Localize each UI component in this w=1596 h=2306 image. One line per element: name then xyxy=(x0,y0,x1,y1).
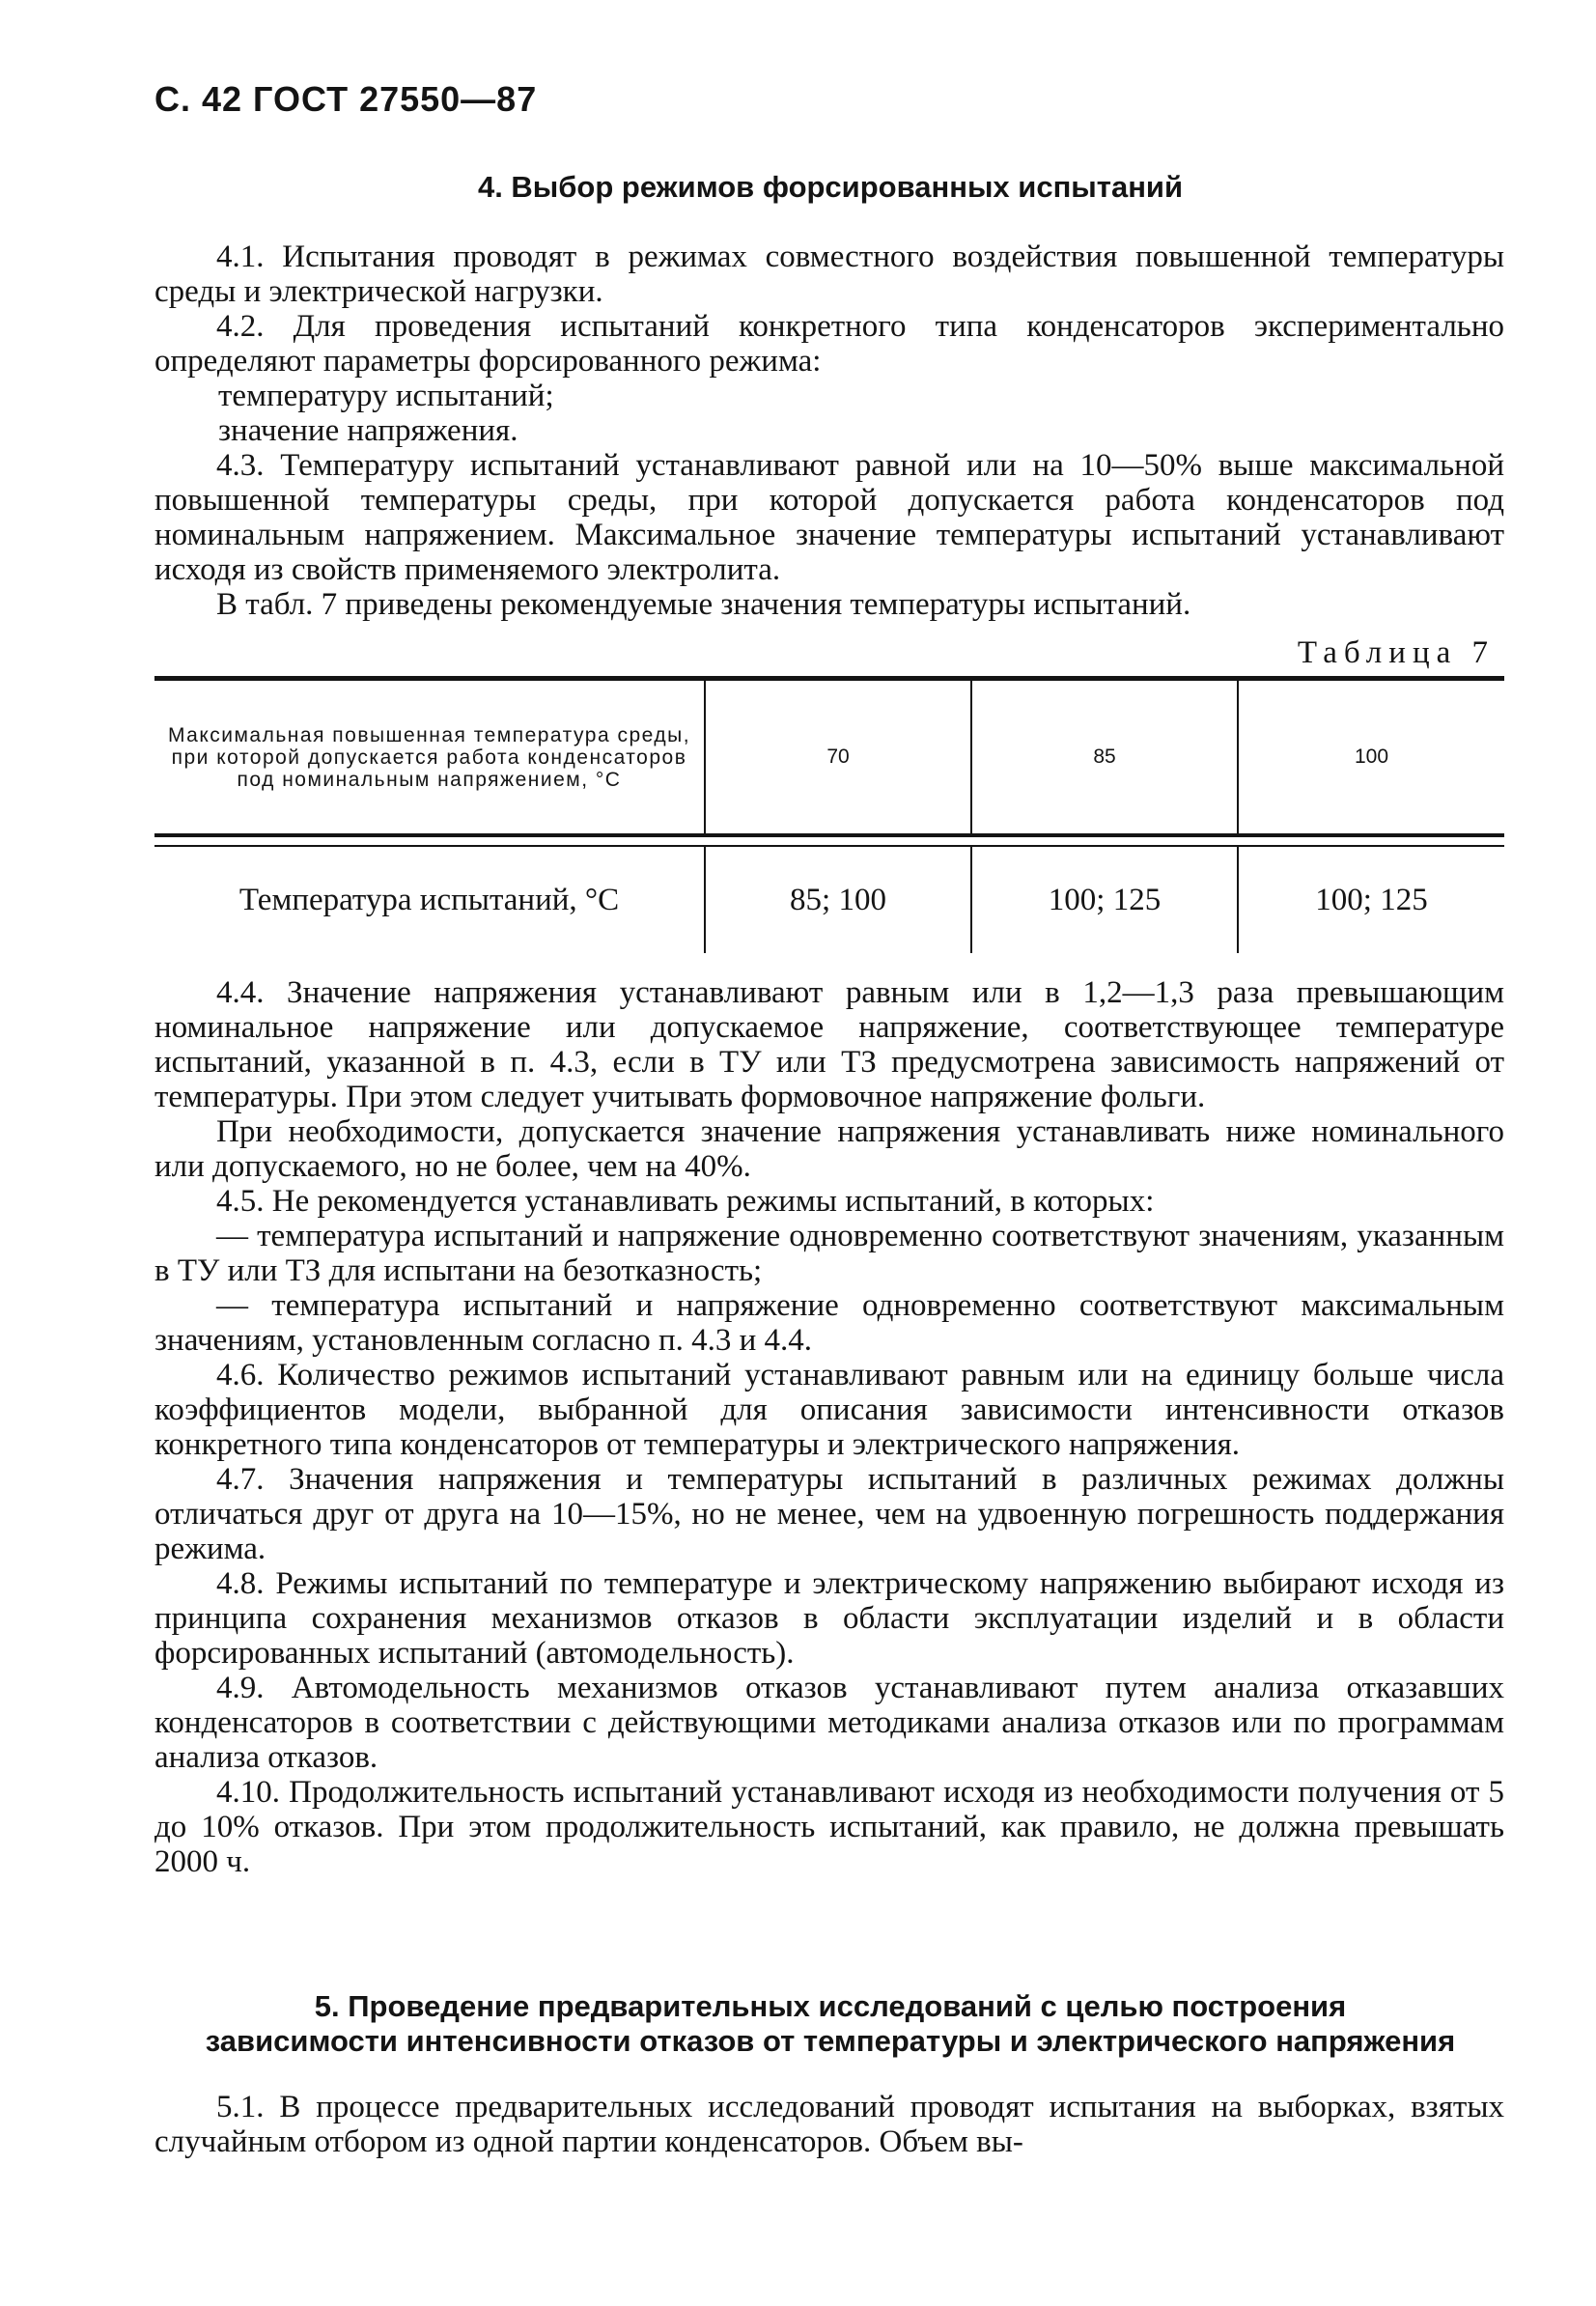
paragraph-4-4-note: При необходимости, допускается значение напряжения устанавливать ниже номинального или допускаемого, но не более, чем на 40%. xyxy=(154,1114,1504,1184)
page-header: С. 42 ГОСТ 27550—87 xyxy=(154,79,538,119)
paragraph-4-8: 4.8. Режимы испытаний по температуре и электрическому напряжению выбирают исходя из принципа сохранения механизмов отказов в области эксплуатации изделий и в области форсированных испытаний (автомодельность). xyxy=(154,1566,1504,1671)
table-caption: Таблица 7 xyxy=(1297,635,1495,670)
paragraph-4-4: 4.4. Значение напряжения устанавливают равным или в 1,2—1,3 раза превышающим номинальное напряжение или допускаемое напряжение, соответствующее температуре испытаний, указанной в п. 4.3, если в ТУ или ТЗ предусмотрена зависимость напряжений от температуры. При этом следует учитывать формовочное напряжение фольги. xyxy=(154,975,1504,1114)
section-4-continued xyxy=(154,975,1504,1879)
list-item-dash: — температура испытаний и напряжение одновременно соответствуют максимальным значениям, установленным согласно п. 4.3 и 4.4. xyxy=(154,1288,1504,1358)
paragraph-5-1: 5.1. В процессе предварительных исследований проводят испытания на выборках, взятых случайным отбором из одной партии конденсаторов. Объем вы- xyxy=(154,2090,1504,2159)
table-header-rule xyxy=(154,835,1504,846)
paragraph-4-6: 4.6. Количество режимов испытаний устанавливают равным или на единицу больше числа коэффициентов модели, выбранной для описания зависимости интенсивности отказов конкретного типа конденсаторов от температуры и электрического напряжения. xyxy=(154,1358,1504,1462)
table-header-label: Максимальная повышенная температура среды, при которой допускается работа конденсаторов под номинальным напряжением, °C xyxy=(167,723,691,791)
section-5-heading-line1: 5. Проведение предварительных исследований с целью построения xyxy=(314,1989,1347,2023)
table-7 xyxy=(154,676,1504,953)
paragraph-4-10: 4.10. Продолжительность испытаний устанавливают исходя из необходимости получения от 5 до 10% отказов. При этом продолжительность испытаний, как правило, не должна превышать 2000 ч. xyxy=(154,1775,1504,1879)
paragraph-4-1: 4.1. Испытания проводят в режимах совместного воздействия повышенной температуры среды и электрической нагрузки. xyxy=(154,239,1504,309)
section-5-text xyxy=(154,2090,1504,2159)
section-4-heading: 4. Выбор режимов форсированных испытаний xyxy=(477,170,1184,204)
section-5-heading xyxy=(154,1989,1506,2059)
list-item-dash: — температура испытаний и напряжение одновременно соответствуют значениям, указанным в ТУ или ТЗ для испытани на безотказность; xyxy=(154,1219,1504,1288)
table-cell: 100; 125 xyxy=(1238,846,1504,953)
table-header-row xyxy=(154,681,1504,835)
table-row-label: Температура испытаний, °C xyxy=(238,882,620,917)
table-header-cell: 100 xyxy=(1238,681,1504,835)
paragraph-4-3: 4.3. Температуру испытаний устанавливают равной или на 10—50% выше максимальной повышенной температуры среды, при которой допускается работа конденсаторов под номинальным напряжением. Максимальное значение температуры испытаний устанавливают исходя из свойств применяемого электролита. xyxy=(154,448,1504,587)
section-4-text xyxy=(154,239,1504,622)
section-5-heading-line2: зависимости интенсивности отказов от температуры и электрического напряжения xyxy=(205,2024,1456,2058)
table-cell: 100; 125 xyxy=(971,846,1238,953)
paragraph-table-ref: В табл. 7 приведены рекомендуемые значения температуры испытаний. xyxy=(216,587,1191,622)
paragraph-4-5: 4.5. Не рекомендуется устанавливать режимы испытаний, в которых: xyxy=(216,1184,1155,1219)
table-header-cell: 70 xyxy=(705,681,971,835)
table-cell: 85; 100 xyxy=(705,846,971,953)
list-item-voltage: значение напряжения. xyxy=(218,413,518,448)
paragraph-4-7: 4.7. Значения напряжения и температуры испытаний в различных режимах должны отличаться друг от друга на 10—15%, но не менее, чем на удвоенную погрешность поддержания режима. xyxy=(154,1462,1504,1566)
table-row xyxy=(154,846,1504,953)
paragraph-4-2: 4.2. Для проведения испытаний конкретного типа конденсаторов экспериментально определяют параметры форсированного режима: xyxy=(154,309,1504,379)
table-header-cell: 85 xyxy=(971,681,1238,835)
list-item-temperature: температуру испытаний; xyxy=(218,379,554,413)
paragraph-4-9: 4.9. Автомодельность механизмов отказов устанавливают путем анализа отказавших конденсаторов в соответствии с действующими методиками анализа отказов или по программам анализа отказов. xyxy=(154,1671,1504,1775)
